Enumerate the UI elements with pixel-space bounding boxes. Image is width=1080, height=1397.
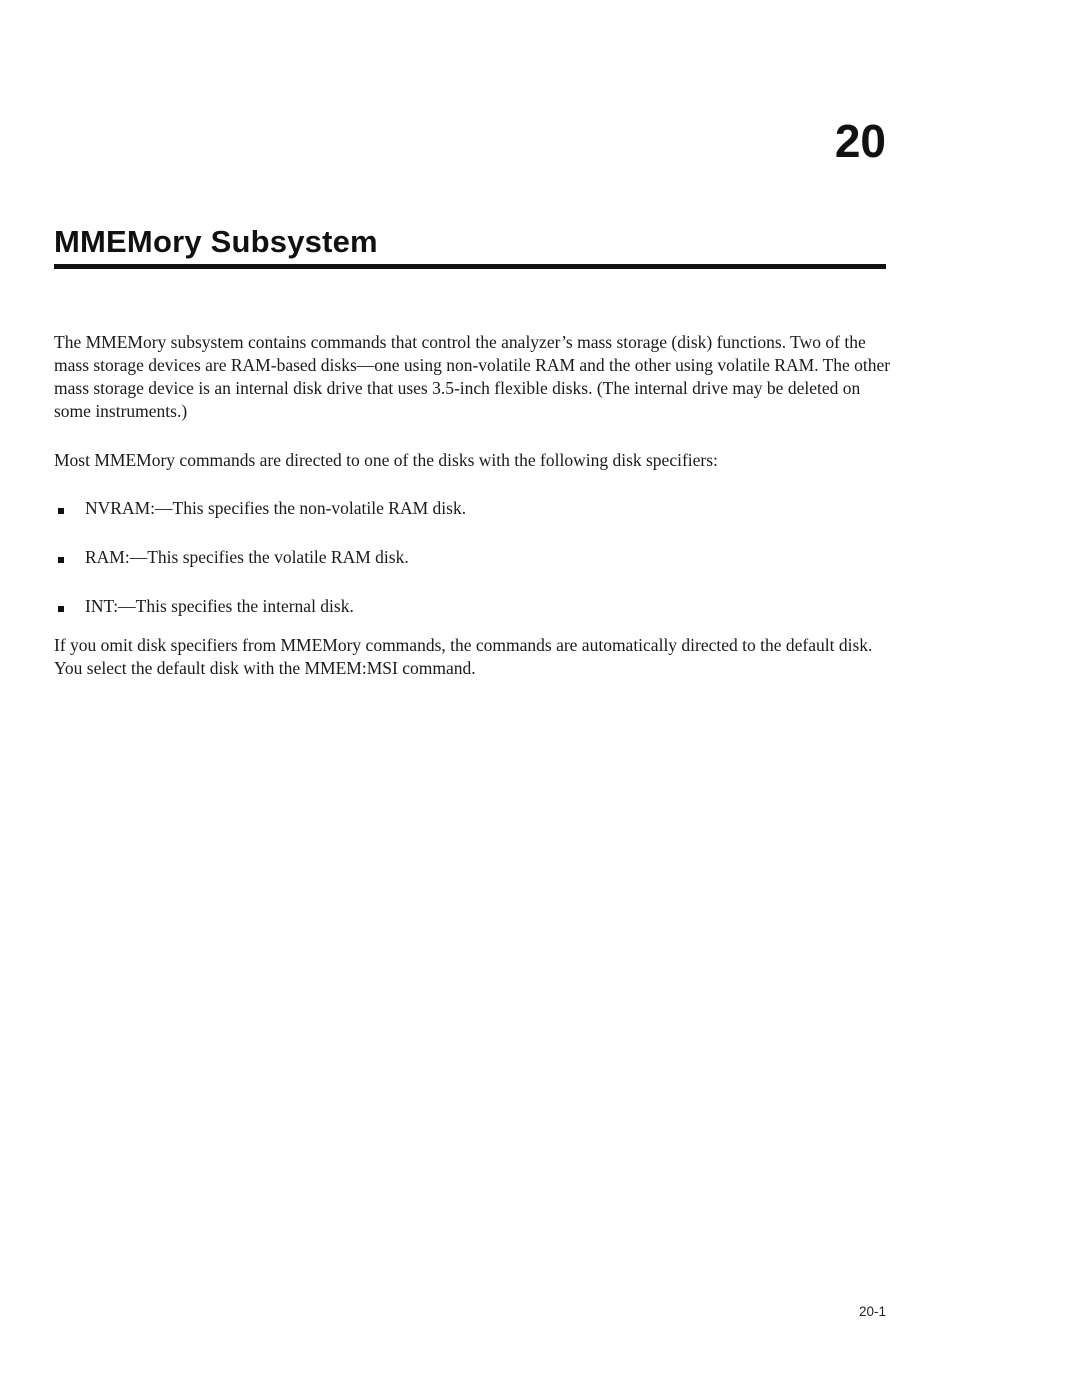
list-item-text: INT:—This specifies the internal disk.	[85, 596, 354, 616]
bullet-square-icon	[58, 508, 64, 514]
chapter-number: 20	[834, 115, 886, 167]
list-item-text: RAM:—This specifies the volatile RAM disk.	[85, 547, 409, 567]
list-item	[54, 497, 466, 546]
list-item-text: NVRAM:—This specifies the non-volatile RAM disk.	[85, 498, 467, 518]
default-disk-paragraph: If you omit disk specifiers from MMEMory commands, the commands are automatically directed to the default disk. You select the default disk with the MMEM:MSI command.	[54, 635, 873, 678]
title-rule	[54, 264, 886, 269]
bullet-square-icon	[58, 606, 64, 612]
list-item	[54, 546, 466, 595]
bullet-square-icon	[58, 557, 64, 563]
intro-paragraph: The MMEMory subsystem contains commands that control the analyzer’s mass storage (disk) functions. Two of the mass storage devices are RAM-based disks—one using non-volatile RAM and the other using volatile RAM. The other mass storage device is an internal disk drive that uses 3.5-inch flexible disks. (The internal drive may be deleted on some instruments.)	[54, 332, 891, 421]
disk-specifier-list	[54, 497, 466, 644]
specifiers-intro-paragraph: Most MMEMory commands are directed to one of the disks with the following disk specifiers:	[54, 450, 718, 470]
page-number: 20-1	[858, 1304, 886, 1319]
chapter-title: MMEMory Subsystem	[54, 224, 378, 259]
